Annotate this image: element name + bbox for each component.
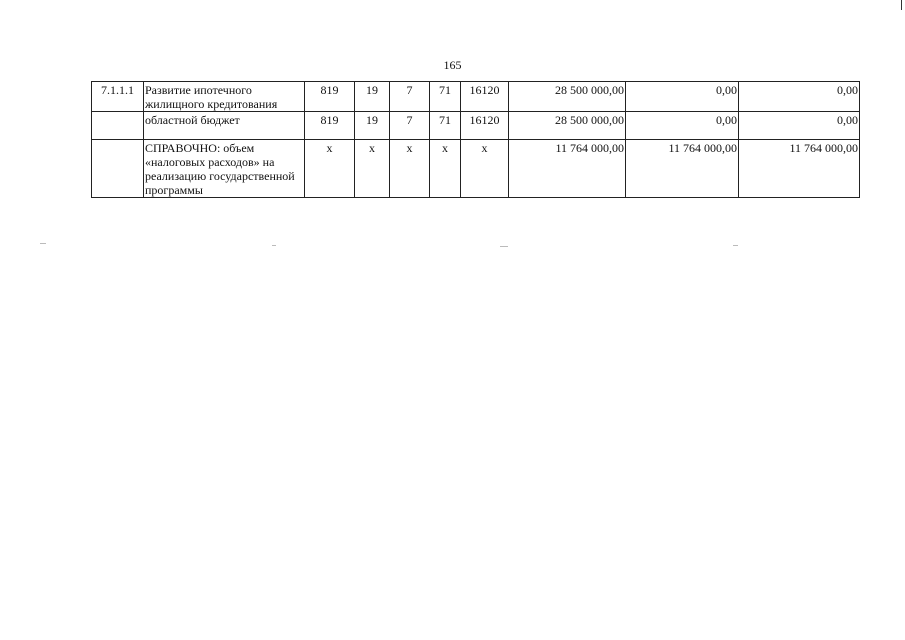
code-cell: 71 (430, 112, 461, 140)
table-row (92, 140, 860, 198)
row-name: областной бюджет (144, 112, 305, 140)
amount-cell: 28 500 000,00 (509, 82, 626, 112)
code-cell: х (430, 140, 461, 198)
scan-speck (500, 246, 508, 247)
code-cell: 819 (305, 112, 355, 140)
amount-cell: 0,00 (626, 112, 739, 140)
scan-speck (733, 245, 738, 246)
scan-speck (40, 243, 46, 244)
amount-cell: 11 764 000,00 (626, 140, 739, 198)
code-cell: 16120 (461, 112, 509, 140)
code-cell: 7 (390, 82, 430, 112)
row-number (92, 112, 144, 140)
row-name: СПРАВОЧНО: объем «налоговых расходов» на реализацию государственной программы (144, 140, 305, 198)
code-cell: 19 (355, 112, 390, 140)
code-cell: х (461, 140, 509, 198)
amount-cell: 11 764 000,00 (509, 140, 626, 198)
code-cell: 819 (305, 82, 355, 112)
code-cell: 7 (390, 112, 430, 140)
amount-cell: 11 764 000,00 (739, 140, 860, 198)
page-number: 165 (443, 58, 462, 72)
code-cell: 19 (355, 82, 390, 112)
amount-cell: 0,00 (626, 82, 739, 112)
table-row (92, 82, 860, 112)
code-cell: 71 (430, 82, 461, 112)
code-cell: 16120 (461, 82, 509, 112)
amount-cell: 0,00 (739, 112, 860, 140)
amount-cell: 0,00 (739, 82, 860, 112)
row-number (92, 140, 144, 198)
budget-table (91, 81, 860, 198)
code-cell: х (355, 140, 390, 198)
sheet-edge-mark (901, 0, 902, 10)
code-cell: х (305, 140, 355, 198)
table-row (92, 112, 860, 140)
code-cell: х (390, 140, 430, 198)
row-number: 7.1.1.1 (92, 82, 144, 112)
amount-cell: 28 500 000,00 (509, 112, 626, 140)
scan-speck (272, 245, 276, 246)
row-name: Развитие ипотечного жилищного кредитования (144, 82, 305, 112)
